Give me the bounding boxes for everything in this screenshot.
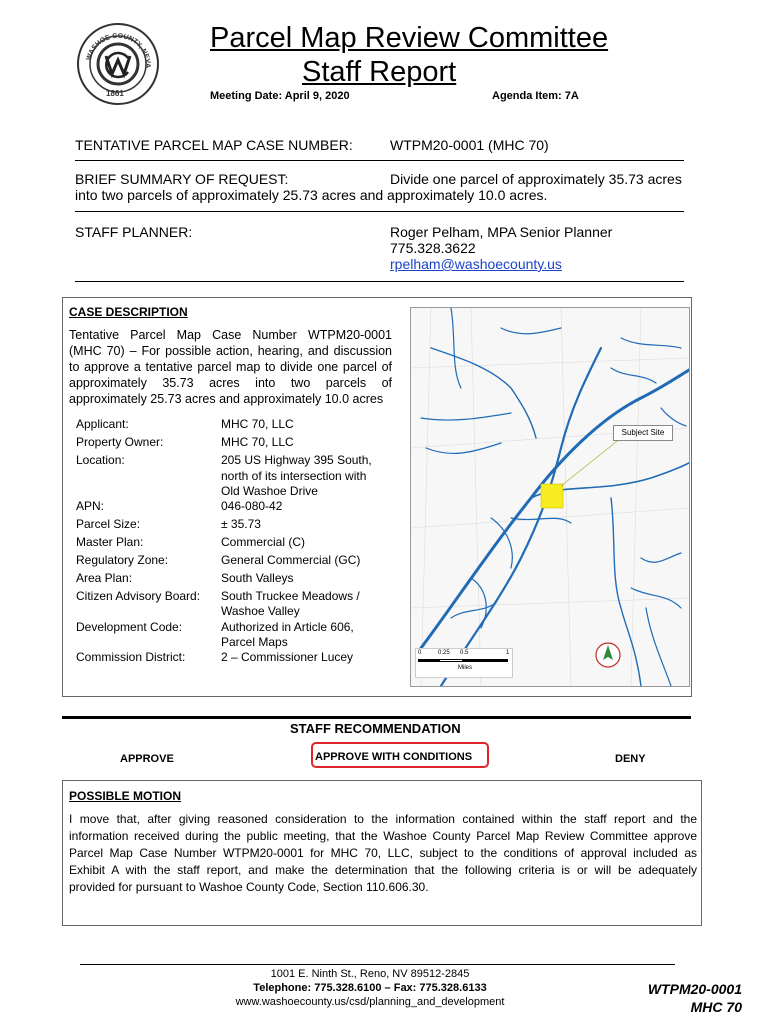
footer-case-name: MHC 70 [690,999,742,1015]
case-description-line: (MHC 70) – For possible action, hearing, and discussion [69,344,392,358]
detail-value: Old Washoe Drive [221,484,318,498]
motion-line: provided for pursuant to Washoe County Code, Section 110.606.30. [69,880,429,894]
detail-label: Commission District: [76,650,186,664]
case-description-line: approximately 25.73 acres and approximately 10.0 acres [69,392,384,406]
case-description-line: approximately 35.73 acres into two parcels of [69,376,392,390]
detail-value: 046-080-42 [221,499,283,513]
summary-label: BRIEF SUMMARY OF REQUEST: [75,171,289,187]
motion-line: information received during the public meeting, that the Washoe County Parcel Map Review Committee approve [69,829,697,843]
case-number-value: WTPM20-0001 (MHC 70) [390,137,549,153]
footer-website: www.washoecounty.us/csd/planning_and_development [235,996,505,1008]
subject-site-callout [613,425,673,441]
detail-label: Development Code: [76,620,183,634]
option-deny[interactable]: DENY [615,753,646,765]
motion-line: Exhibit A with the staff report, and make the determination that the following criteria is or will be adequately [69,863,697,877]
map-roads [411,308,689,686]
detail-value: north of its intersection with [221,469,367,483]
detail-label: Regulatory Zone: [76,553,169,567]
planner-email-link[interactable]: rpelham@washoecounty.us [390,256,562,272]
detail-value: South Valleys [221,571,294,585]
meeting-date: Meeting Date: April 9, 2020 [210,90,350,102]
subject-site-label: Subject Site [621,428,665,437]
summary-value-line2: into two parcels of approximately 25.73 acres and approximately 10.0 acres. [75,187,548,203]
detail-label: Property Owner: [76,435,164,449]
footer-case-id: WTPM20-0001 [647,981,742,997]
option-approve[interactable]: APPROVE [120,753,174,765]
case-description-heading: CASE DESCRIPTION [69,305,188,319]
summary-value-line1: Divide one parcel of approximately 35.73 acres [390,171,682,187]
case-description-text [69,327,392,407]
scale-tick: 0.25 [438,650,450,656]
case-description-line: to approve a tentative parcel map to divide one parcel of [69,360,392,374]
detail-value: Parcel Maps [221,635,288,649]
possible-motion-heading: POSSIBLE MOTION [69,789,182,803]
detail-value: Washoe Valley [221,604,300,618]
detail-value: ± 35.73 [221,517,261,531]
planner-phone: 775.328.3622 [390,240,476,256]
agenda-item: Agenda Item: 7A [492,90,579,102]
detail-label: Parcel Size: [76,517,141,531]
divider [75,281,684,282]
case-description-line: Tentative Parcel Map Case Number WTPM20-0001 [69,328,392,342]
seal-text: WASHOE COUNTY, NEVA [85,32,152,69]
detail-label: Applicant: [76,417,129,431]
detail-value: 2 – Commissioner Lucey [221,650,354,664]
north-arrow-icon [595,642,621,668]
vicinity-map [410,307,690,687]
detail-value: Authorized in Article 606, [221,620,354,634]
option-approve-with-conditions[interactable]: APPROVE WITH CONDITIONS [315,751,473,763]
planner-name: Roger Pelham, MPA Senior Planner [390,224,613,240]
footer-address: 1001 E. Ninth St., Reno, NV 89512-2845 [270,968,470,980]
detail-label: Area Plan: [76,571,133,585]
detail-label: Location: [76,453,125,467]
county-seal [76,22,160,106]
scale-unit: Miles [458,665,473,671]
motion-line: Parcel Map Case Number WTPM20-0001 for MHC 70, LLC, subject to the conditions of approval included as [69,846,697,860]
detail-value: General Commercial (GC) [221,553,361,567]
detail-label: Master Plan: [76,535,144,549]
detail-value: MHC 70, LLC [221,435,294,449]
subject-parcel [541,484,563,508]
detail-label: Citizen Advisory Board: [76,589,201,603]
detail-value: MHC 70, LLC [221,417,294,431]
detail-value: 205 US Highway 395 South, [221,453,372,467]
scale-tick: 1 [506,650,510,656]
report-title-line2: Staff Report [302,56,457,88]
report-title-line1: Parcel Map Review Committee [210,22,609,54]
detail-value: South Truckee Meadows / [221,589,360,603]
detail-value: Commercial (C) [221,535,305,549]
footer-rule [80,964,675,965]
footer-phone-fax: Telephone: 775.328.6100 – Fax: 775.328.6133 [253,982,487,994]
planner-label: STAFF PLANNER: [75,224,193,240]
motion-line: I move that, after giving reasoned consideration to the information contained within the staff report and the [69,812,697,826]
divider [75,211,684,212]
scale-tick: 0 [418,650,422,656]
detail-label: APN: [76,499,105,513]
possible-motion-text [69,811,697,896]
divider [75,160,684,161]
case-number-label: TENTATIVE PARCEL MAP CASE NUMBER: [75,137,353,153]
scale-tick: 0.5 [460,650,469,656]
staff-recommendation-title: STAFF RECOMMENDATION [290,721,461,736]
map-scale-bar [415,648,513,678]
seal-year: 1861 [106,89,124,98]
